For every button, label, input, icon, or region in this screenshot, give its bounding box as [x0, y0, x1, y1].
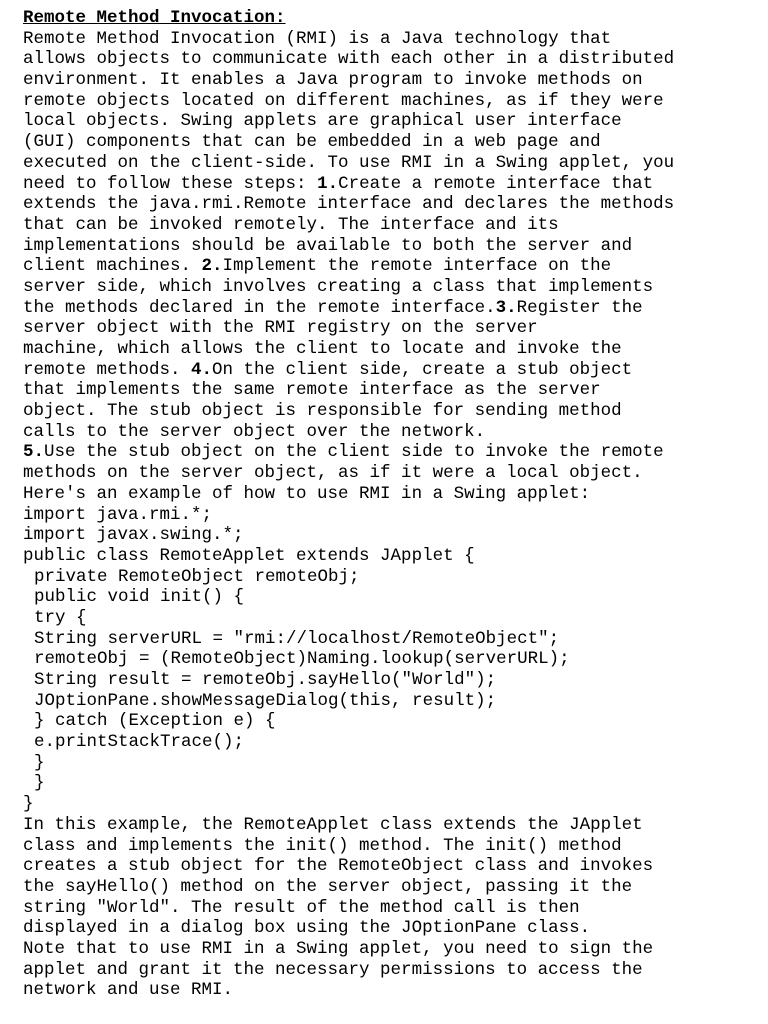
text-fragment: On the client side, create a stub object: [212, 359, 633, 380]
text-fragment: Use the stub object on the client side to invoke the remote: [44, 442, 664, 463]
steps-paragraph: [23, 174, 753, 505]
text-fragment: that can be invoked remotely. The interface and its: [23, 214, 559, 235]
code-line: private RemoteObject remoteObj;: [34, 566, 360, 587]
text-line: [23, 401, 753, 422]
text-fragment: Here's an example of how to use RMI in a Swing applet:: [23, 483, 591, 504]
step-number: 3.: [495, 297, 517, 318]
text-line: In this example, the RemoteApplet class extends the JApplet: [23, 814, 643, 835]
code-line: import java.rmi.*;: [23, 504, 213, 525]
text-line: environment. It enables a Java program to invoke methods on: [23, 70, 643, 91]
text-fragment: Create a remote interface that: [338, 173, 654, 194]
code-line: try {: [34, 607, 87, 628]
text-line: [23, 174, 753, 195]
code-line: }: [34, 752, 45, 773]
text-line: displayed in a dialog box using the JOptionPane class.: [23, 918, 591, 939]
text-line: class and implements the init() method. The init() method: [23, 835, 622, 856]
text-line: [23, 236, 753, 257]
text-line: Note that to use RMI in a Swing applet, you need to sign the: [23, 938, 654, 959]
text-line: [23, 194, 753, 215]
text-fragment: Register the: [516, 297, 643, 318]
text-line: [23, 215, 753, 236]
code-line: remoteObj = (RemoteObject)Naming.lookup(serverURL);: [34, 649, 570, 670]
text-line: allows objects to communicate with each other in a distributed: [23, 49, 675, 70]
text-fragment: the methods declared in the remote interface.: [23, 297, 496, 318]
text-line: the sayHello() method on the server object, passing it the: [23, 876, 633, 897]
outro-paragraph: [23, 815, 753, 1001]
code-example: [23, 505, 753, 815]
step-number: 4.: [191, 359, 213, 380]
text-line: executed on the client-side. To use RMI in a Swing applet, you: [23, 152, 675, 173]
code-line: public void init() {: [34, 587, 245, 608]
code-line: JOptionPane.showMessageDialog(this, result);: [34, 690, 497, 711]
text-fragment: extends the java.rmi.Remote interface and declares the methods: [23, 194, 675, 215]
text-fragment: Implement the remote interface on the: [222, 256, 612, 277]
text-fragment: server object with the RMI registry on the server: [23, 318, 538, 339]
step-number: 5.: [23, 442, 45, 463]
code-line: } catch (Exception e) {: [34, 711, 276, 732]
text-fragment: server side, which involves creating a class that implements: [23, 276, 654, 297]
text-fragment: need to follow these steps:: [23, 173, 318, 194]
code-line: }: [23, 794, 34, 815]
text-line: [23, 463, 753, 484]
code-line: String result = remoteObj.sayHello("World");: [34, 670, 497, 690]
text-line: creates a stub object for the RemoteObject class and invokes: [23, 856, 654, 877]
code-line: e.printStackTrace();: [34, 732, 245, 753]
text-fragment: remote methods.: [23, 359, 192, 380]
text-fragment: calls to the server object over the network.: [23, 421, 486, 442]
document-title: Remote Method Invocation:: [23, 8, 286, 28]
text-line: remote objects located on different machines, as if they were: [23, 90, 664, 111]
text-fragment: object. The stub object is responsible for sending method: [23, 401, 622, 422]
text-fragment: machine, which allows the client to locate and invoke the: [23, 339, 622, 359]
text-fragment: that implements the same remote interface as the server: [23, 380, 601, 401]
text-line: [23, 256, 753, 277]
text-line: network and use RMI.: [23, 980, 234, 1001]
code-line: String serverURL = "rmi://localhost/RemoteObject";: [34, 628, 560, 649]
code-line: import javax.swing.*;: [23, 525, 244, 546]
text-fragment: methods on the server object, as if it were a local object.: [23, 463, 643, 484]
text-line: [23, 442, 753, 463]
text-line: local objects. Swing applets are graphical user interface: [23, 111, 622, 132]
text-fragment: implementations should be available to both the server and: [23, 235, 633, 256]
document-page: [23, 8, 753, 1001]
text-line: [23, 484, 753, 505]
text-line: [23, 380, 753, 401]
text-line: [23, 360, 753, 381]
code-line: public class RemoteApplet extends JApplet {: [23, 545, 475, 566]
text-line: Remote Method Invocation (RMI) is a Java technology that: [23, 28, 612, 49]
intro-paragraph: [23, 29, 753, 174]
text-line: (GUI) components that can be embedded in a web page and: [23, 132, 601, 153]
text-line: [23, 318, 753, 339]
text-line: [23, 339, 753, 360]
text-fragment: client machines.: [23, 256, 202, 277]
text-line: [23, 298, 753, 319]
text-line: [23, 277, 753, 298]
text-line: applet and grant it the necessary permissions to access the: [23, 959, 643, 980]
text-line: string "World". The result of the method call is then: [23, 897, 580, 918]
step-number: 2.: [201, 256, 223, 277]
text-line: [23, 422, 753, 443]
step-number: 1.: [317, 173, 339, 194]
code-line: }: [34, 773, 45, 794]
